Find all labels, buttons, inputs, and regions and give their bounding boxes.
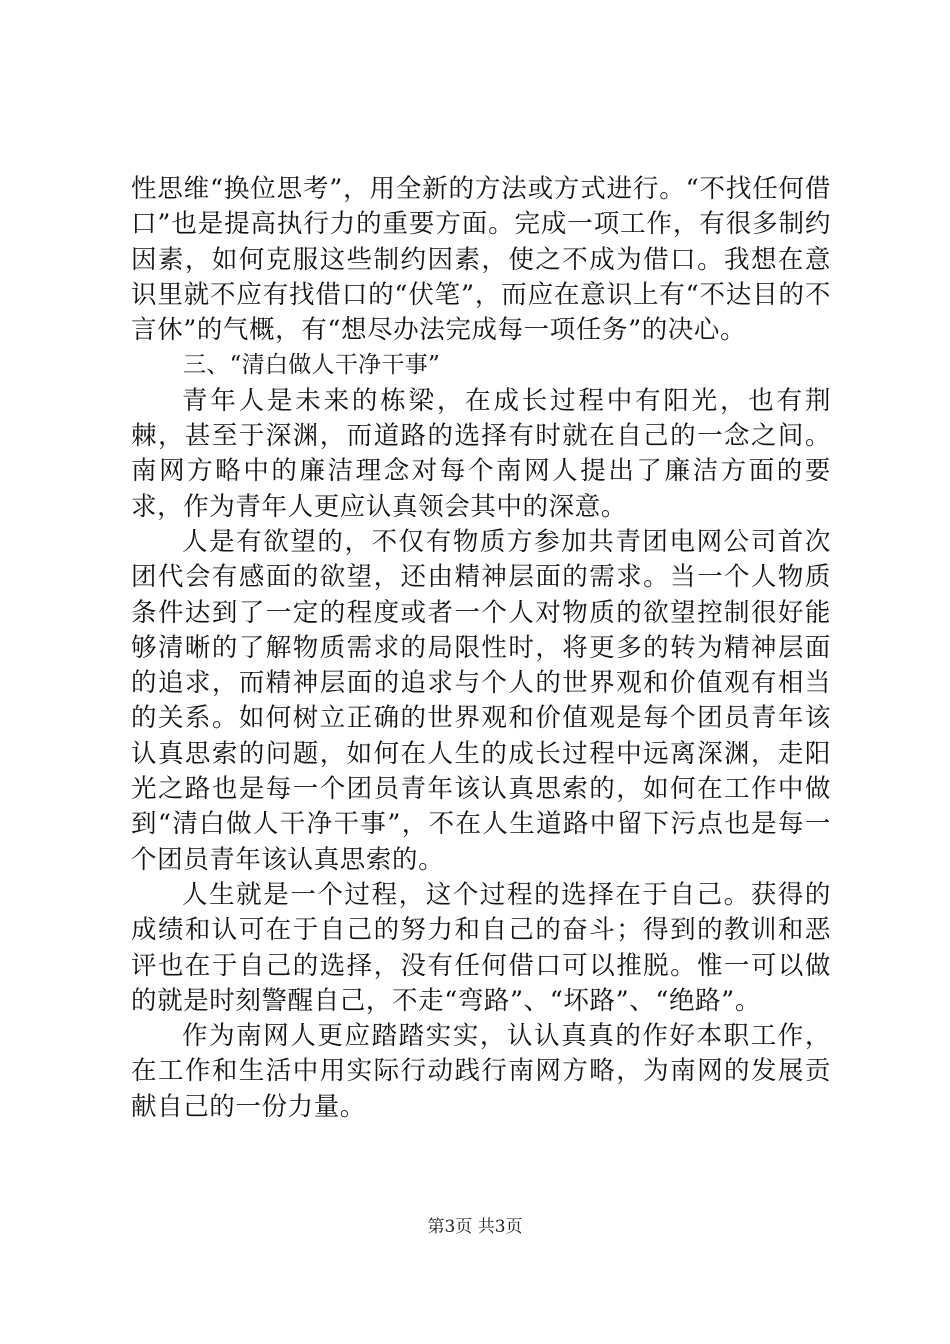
paragraph: 作为南网人更应踏踏实实，认认真真的作好本职工作，在工作和生活中用实际行动践行南网方略，为南网的发展贡献自己的一份力量。 — [131, 1021, 831, 1122]
paragraph: 青年人是未来的栋梁，在成长过程中有阳光，也有荆棘，甚至于深渊，而道路的选择有时就在自己的一念之间。南网方略中的廉洁理念对每个南网人提出了廉洁方面的要求，作为青年人更应认真领会其中的深意。 — [131, 385, 831, 522]
paragraph: 人生就是一个过程，这个过程的选择在于自己。获得的成绩和认可在于自己的努力和自己的奋斗；得到的教训和恶评也在于自己的选择，没有任何借口可以推脱。惟一可以做的就是时刻警醒自己，不走“弯路”、“坏路”、“绝路”。 — [131, 879, 831, 1016]
page-number-footer: 第3页 共3页 — [427, 1217, 523, 1237]
section-heading: 三、“清白做人干净干事” — [183, 352, 441, 379]
paragraph-continuation: 性思维“换位思考”，用全新的方法或方式进行。“不找任何借口”也是提高执行力的重要方面。完成一项工作，有很多制约因素，如何克服这些制约因素，使之不成为借口。我想在意识里就不应有找借口的“伏笔”，而应在意识上有“不达目的不言休”的气概，有“想尽办法完成每一项任务”的决心。 — [131, 174, 831, 346]
document-body — [131, 172, 831, 1125]
paragraph: 人是有欲望的，不仅有物质方参加共青团电网公司首次团代会有感面的欲望，还由精神层面的需求。当一个人物质条件达到了一定的程度或者一个人对物质的欲望控制很好能够清晰的了解物质需求的局限性时，将更多的转为精神层面的追求，而精神层面的追求与个人的世界观和价值观有相当的关系。如何树立正确的世界观和价值观是每个团员青年该认真思索的问题，如何在人生的成长过程中远离深渊，走阳光之路也是每一个团员青年该认真思索的，如何在工作中做到“清白做人干净干事”，不在人生道路中留下污点也是每一个团员青年该认真思索的。 — [131, 526, 831, 875]
